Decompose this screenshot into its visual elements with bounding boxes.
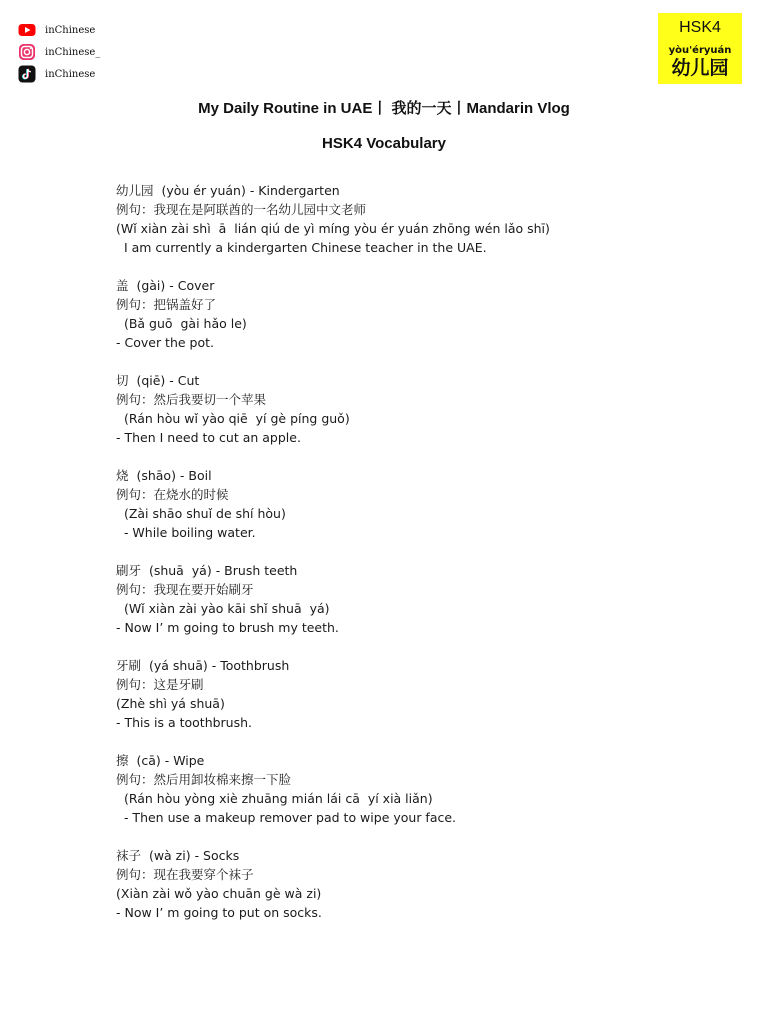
vocab-example: 例句：然后我要切一个苹果	[116, 392, 267, 407]
vocab-translation: I am currently a kindergarten Chinese teacher in the UAE.	[116, 240, 487, 255]
social-instagram[interactable]	[18, 41, 100, 63]
vocab-pinyin: (Rán hòu wǐ yào qiē yí gè píng guǒ)	[116, 411, 350, 426]
vocab-example: 例句：然后用卸妆棉来擦一下脸	[116, 772, 292, 787]
vocab-entry	[116, 751, 716, 827]
vocab-translation: - Then use a makeup remover pad to wipe your face.	[116, 810, 457, 825]
badge-level: HSK4	[679, 19, 721, 36]
vocab-pinyin: (Zài shāo shuǐ de shí hòu)	[116, 506, 286, 521]
vocab-translation: - Now I’ m going to put on socks.	[116, 905, 322, 920]
instagram-icon	[18, 43, 36, 61]
youtube-icon	[18, 21, 36, 39]
social-tiktok-label: inChinese	[45, 68, 96, 80]
social-tiktok[interactable]	[18, 63, 100, 85]
vocab-word: 刷牙 (shuā yá) - Brush teeth	[116, 563, 298, 578]
vocab-entry	[116, 181, 716, 257]
vocab-pinyin: (Bǎ guō gài hǎo le)	[116, 316, 247, 331]
vocab-entry	[116, 466, 716, 542]
vocabulary-list	[116, 181, 716, 941]
vocab-pinyin: (Rán hòu yòng xiè zhuāng mián lái cā yí xià liǎn)	[116, 791, 433, 806]
vocab-pinyin: (Zhè shì yá shuā)	[116, 696, 225, 711]
vocab-entry	[116, 276, 716, 352]
vocab-entry	[116, 846, 716, 922]
vocab-example: 例句：把锅盖好了	[116, 297, 217, 312]
vocab-pinyin: (Wǐ xiàn zài yào kāi shǐ shuā yá)	[116, 601, 330, 616]
vocab-translation: - While boiling water.	[116, 525, 256, 540]
vocab-translation: - Cover the pot.	[116, 335, 215, 350]
social-links	[18, 19, 100, 85]
vocab-word: 切 (qiē) - Cut	[116, 373, 200, 388]
vocab-word: 烧 (shāo) - Boil	[116, 468, 212, 483]
vocab-word: 幼儿园 (yòu ér yuán) - Kindergarten	[116, 183, 340, 198]
vocab-translation: - This is a toothbrush.	[116, 715, 253, 730]
vocab-example: 例句：这是牙刷	[116, 677, 204, 692]
vocab-word: 盖 (gài) - Cover	[116, 278, 215, 293]
vocab-translation: - Now I’ m going to brush my teeth.	[116, 620, 339, 635]
social-youtube-label: inChinese	[45, 24, 96, 36]
social-instagram-label: inChinese_	[45, 46, 101, 58]
vocab-entry	[116, 656, 716, 732]
vocab-word: 牙刷 (yá shuā) - Toothbrush	[116, 658, 290, 673]
tiktok-icon	[18, 65, 36, 83]
vocab-pinyin: (Wǐ xiàn zài shì ā lián qiú de yì míng yòu ér yuán zhōng wén lǎo shī)	[116, 221, 550, 236]
vocab-word: 擦 (cā) - Wipe	[116, 753, 205, 768]
hsk-badge	[658, 13, 742, 84]
vocab-pinyin: (Xiàn zài wǒ yào chuān gè wà zi)	[116, 886, 322, 901]
vocab-entry	[116, 561, 716, 637]
vocab-word: 袜子 (wà zi) - Socks	[116, 848, 240, 863]
vocab-example: 例句：我现在是阿联酋的一名幼儿园中文老师	[116, 202, 367, 217]
vocab-entry	[116, 371, 716, 447]
social-youtube[interactable]	[18, 19, 100, 41]
vocab-example: 例句：我现在要开始刷牙	[116, 582, 254, 597]
badge-pinyin: yòu'éryuán	[668, 45, 732, 56]
page-title: My Daily Routine in UAE丨 我的一天丨Mandarin Vlog	[198, 100, 570, 117]
badge-hanzi: 幼儿园	[671, 57, 729, 79]
vocab-example: 例句：现在我要穿个袜子	[116, 867, 254, 882]
vocab-example: 例句：在烧水的时候	[116, 487, 229, 502]
page-subtitle: HSK4 Vocabulary	[322, 135, 446, 152]
vocab-translation: - Then I need to cut an apple.	[116, 430, 301, 445]
